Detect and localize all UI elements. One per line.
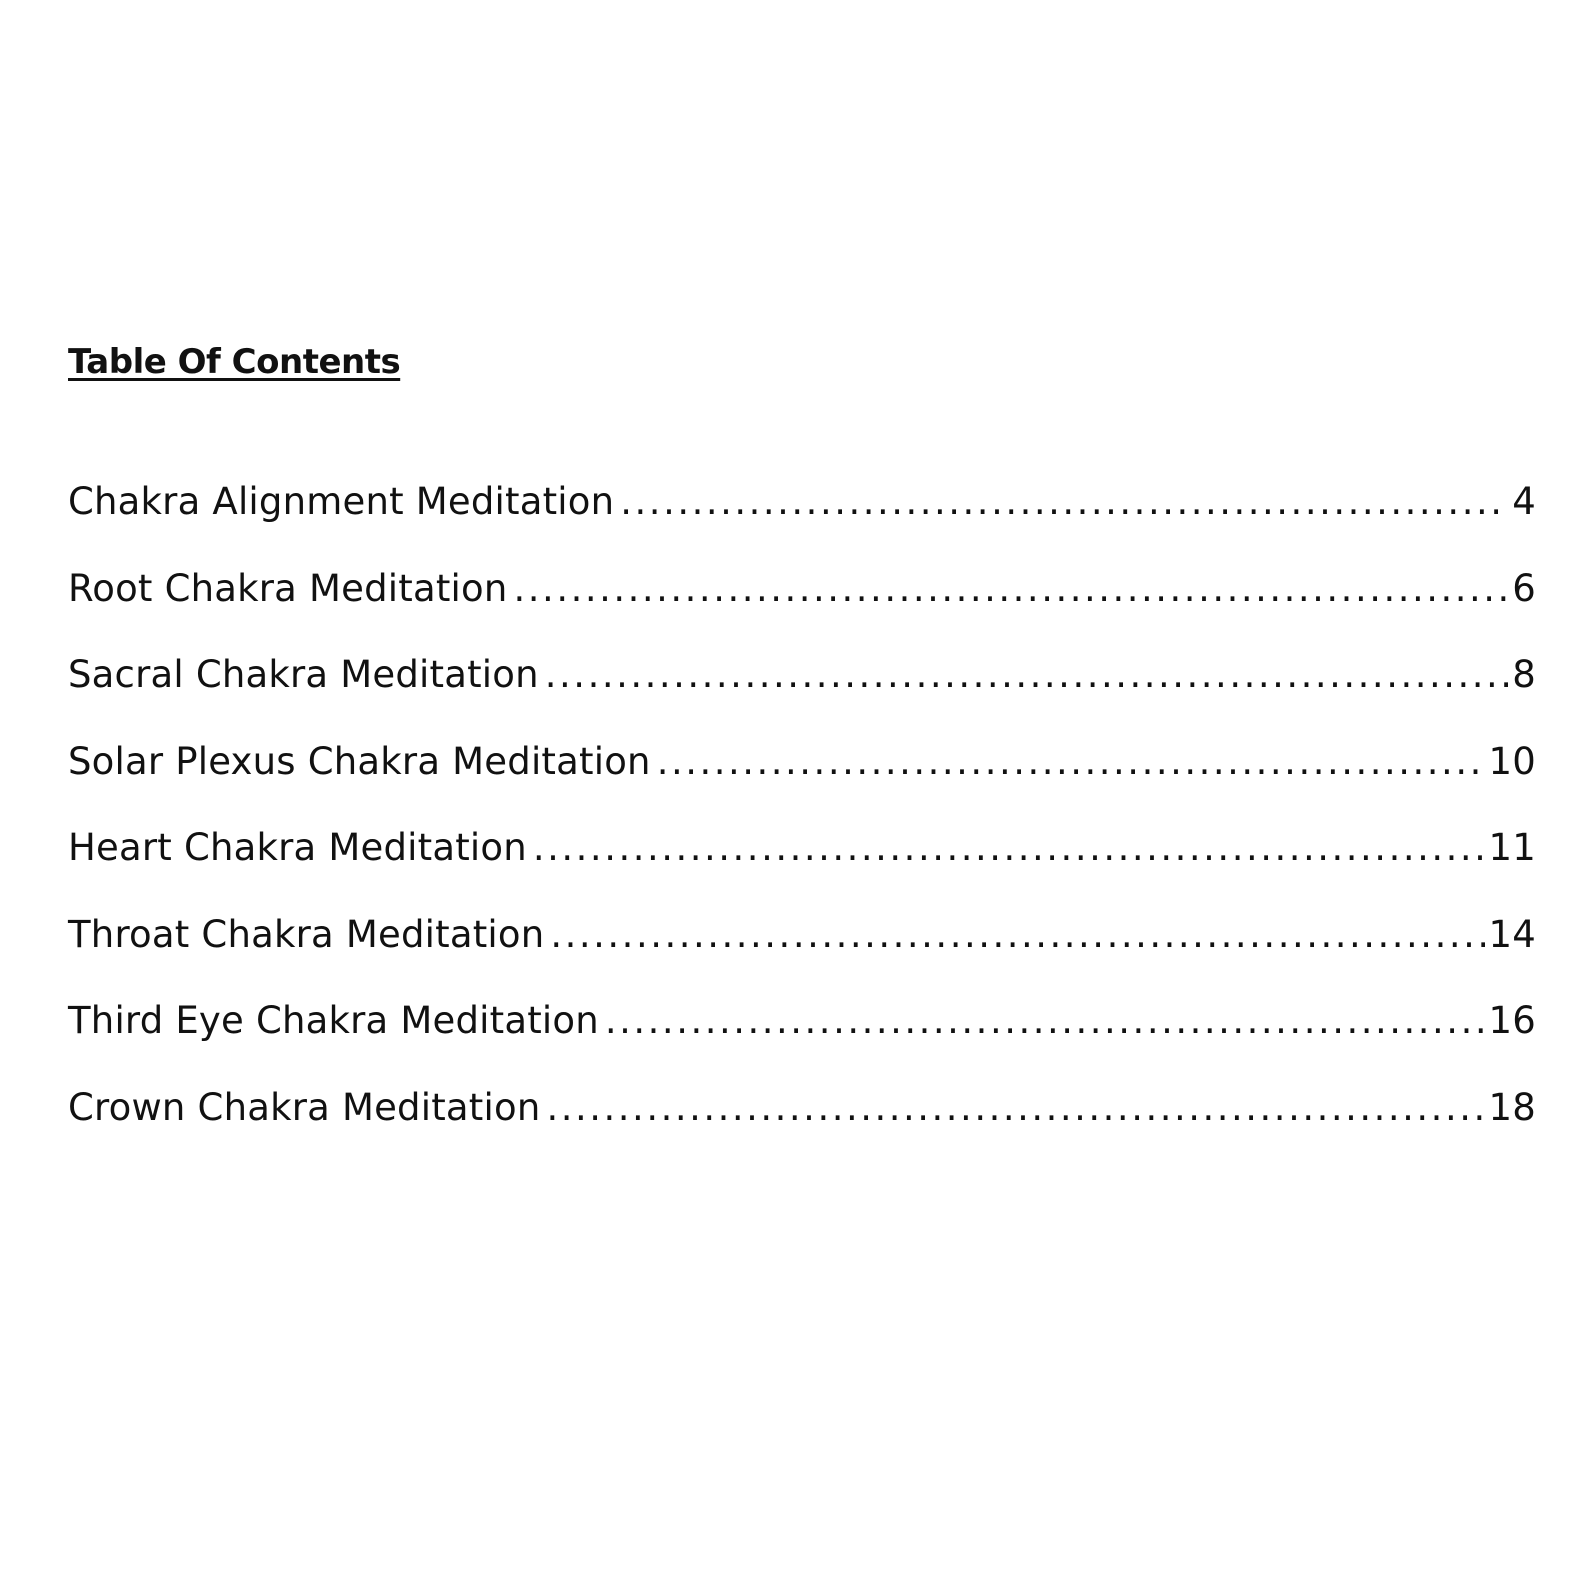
toc-entry-sacral-chakra[interactable] [68, 653, 1536, 740]
toc-entry-label: Throat Chakra Meditation [68, 912, 545, 956]
toc-entry-label: Crown Chakra Meditation [68, 1085, 541, 1129]
toc-entry-label: Root Chakra Meditation [68, 566, 508, 610]
toc-title: Table Of Contents [68, 342, 401, 382]
toc-list [68, 480, 1536, 1172]
toc-entry-page-number: 6 [1512, 566, 1536, 610]
toc-entry-page-number: 18 [1488, 1085, 1536, 1129]
dot-leader [545, 653, 1508, 696]
toc-entry-page-number: 4 [1512, 480, 1536, 523]
toc-entry-page-number: 14 [1488, 912, 1536, 956]
toc-entry-page-number: 16 [1488, 999, 1536, 1042]
toc-entry-page-number: 8 [1512, 653, 1536, 696]
toc-entry-root-chakra[interactable] [68, 567, 1536, 654]
toc-entry-third-eye-chakra[interactable] [68, 999, 1536, 1086]
toc-entry-solar-plexus-chakra[interactable] [68, 740, 1536, 827]
toc-entry-crown-chakra[interactable] [68, 1086, 1536, 1173]
toc-entry-label: Heart Chakra Meditation [68, 826, 527, 869]
dot-leader [514, 567, 1509, 610]
dot-leader [533, 826, 1485, 869]
dot-leader [550, 913, 1484, 956]
dot-leader [657, 740, 1485, 783]
toc-entry-label: Solar Plexus Chakra Meditation [68, 739, 651, 783]
toc-entry-label: Third Eye Chakra Meditation [68, 999, 599, 1042]
toc-entry-page-number: 10 [1488, 739, 1536, 783]
dot-leader [605, 999, 1485, 1042]
toc-entry-heart-chakra[interactable] [68, 826, 1536, 913]
toc-entry-chakra-alignment[interactable] [68, 480, 1536, 567]
dot-leader [620, 480, 1508, 523]
dot-leader [546, 1086, 1484, 1129]
toc-entry-throat-chakra[interactable] [68, 913, 1536, 1000]
toc-entry-page-number: 11 [1488, 826, 1536, 869]
toc-entry-label: Chakra Alignment Meditation [68, 480, 615, 523]
toc-entry-label: Sacral Chakra Meditation [68, 653, 539, 696]
